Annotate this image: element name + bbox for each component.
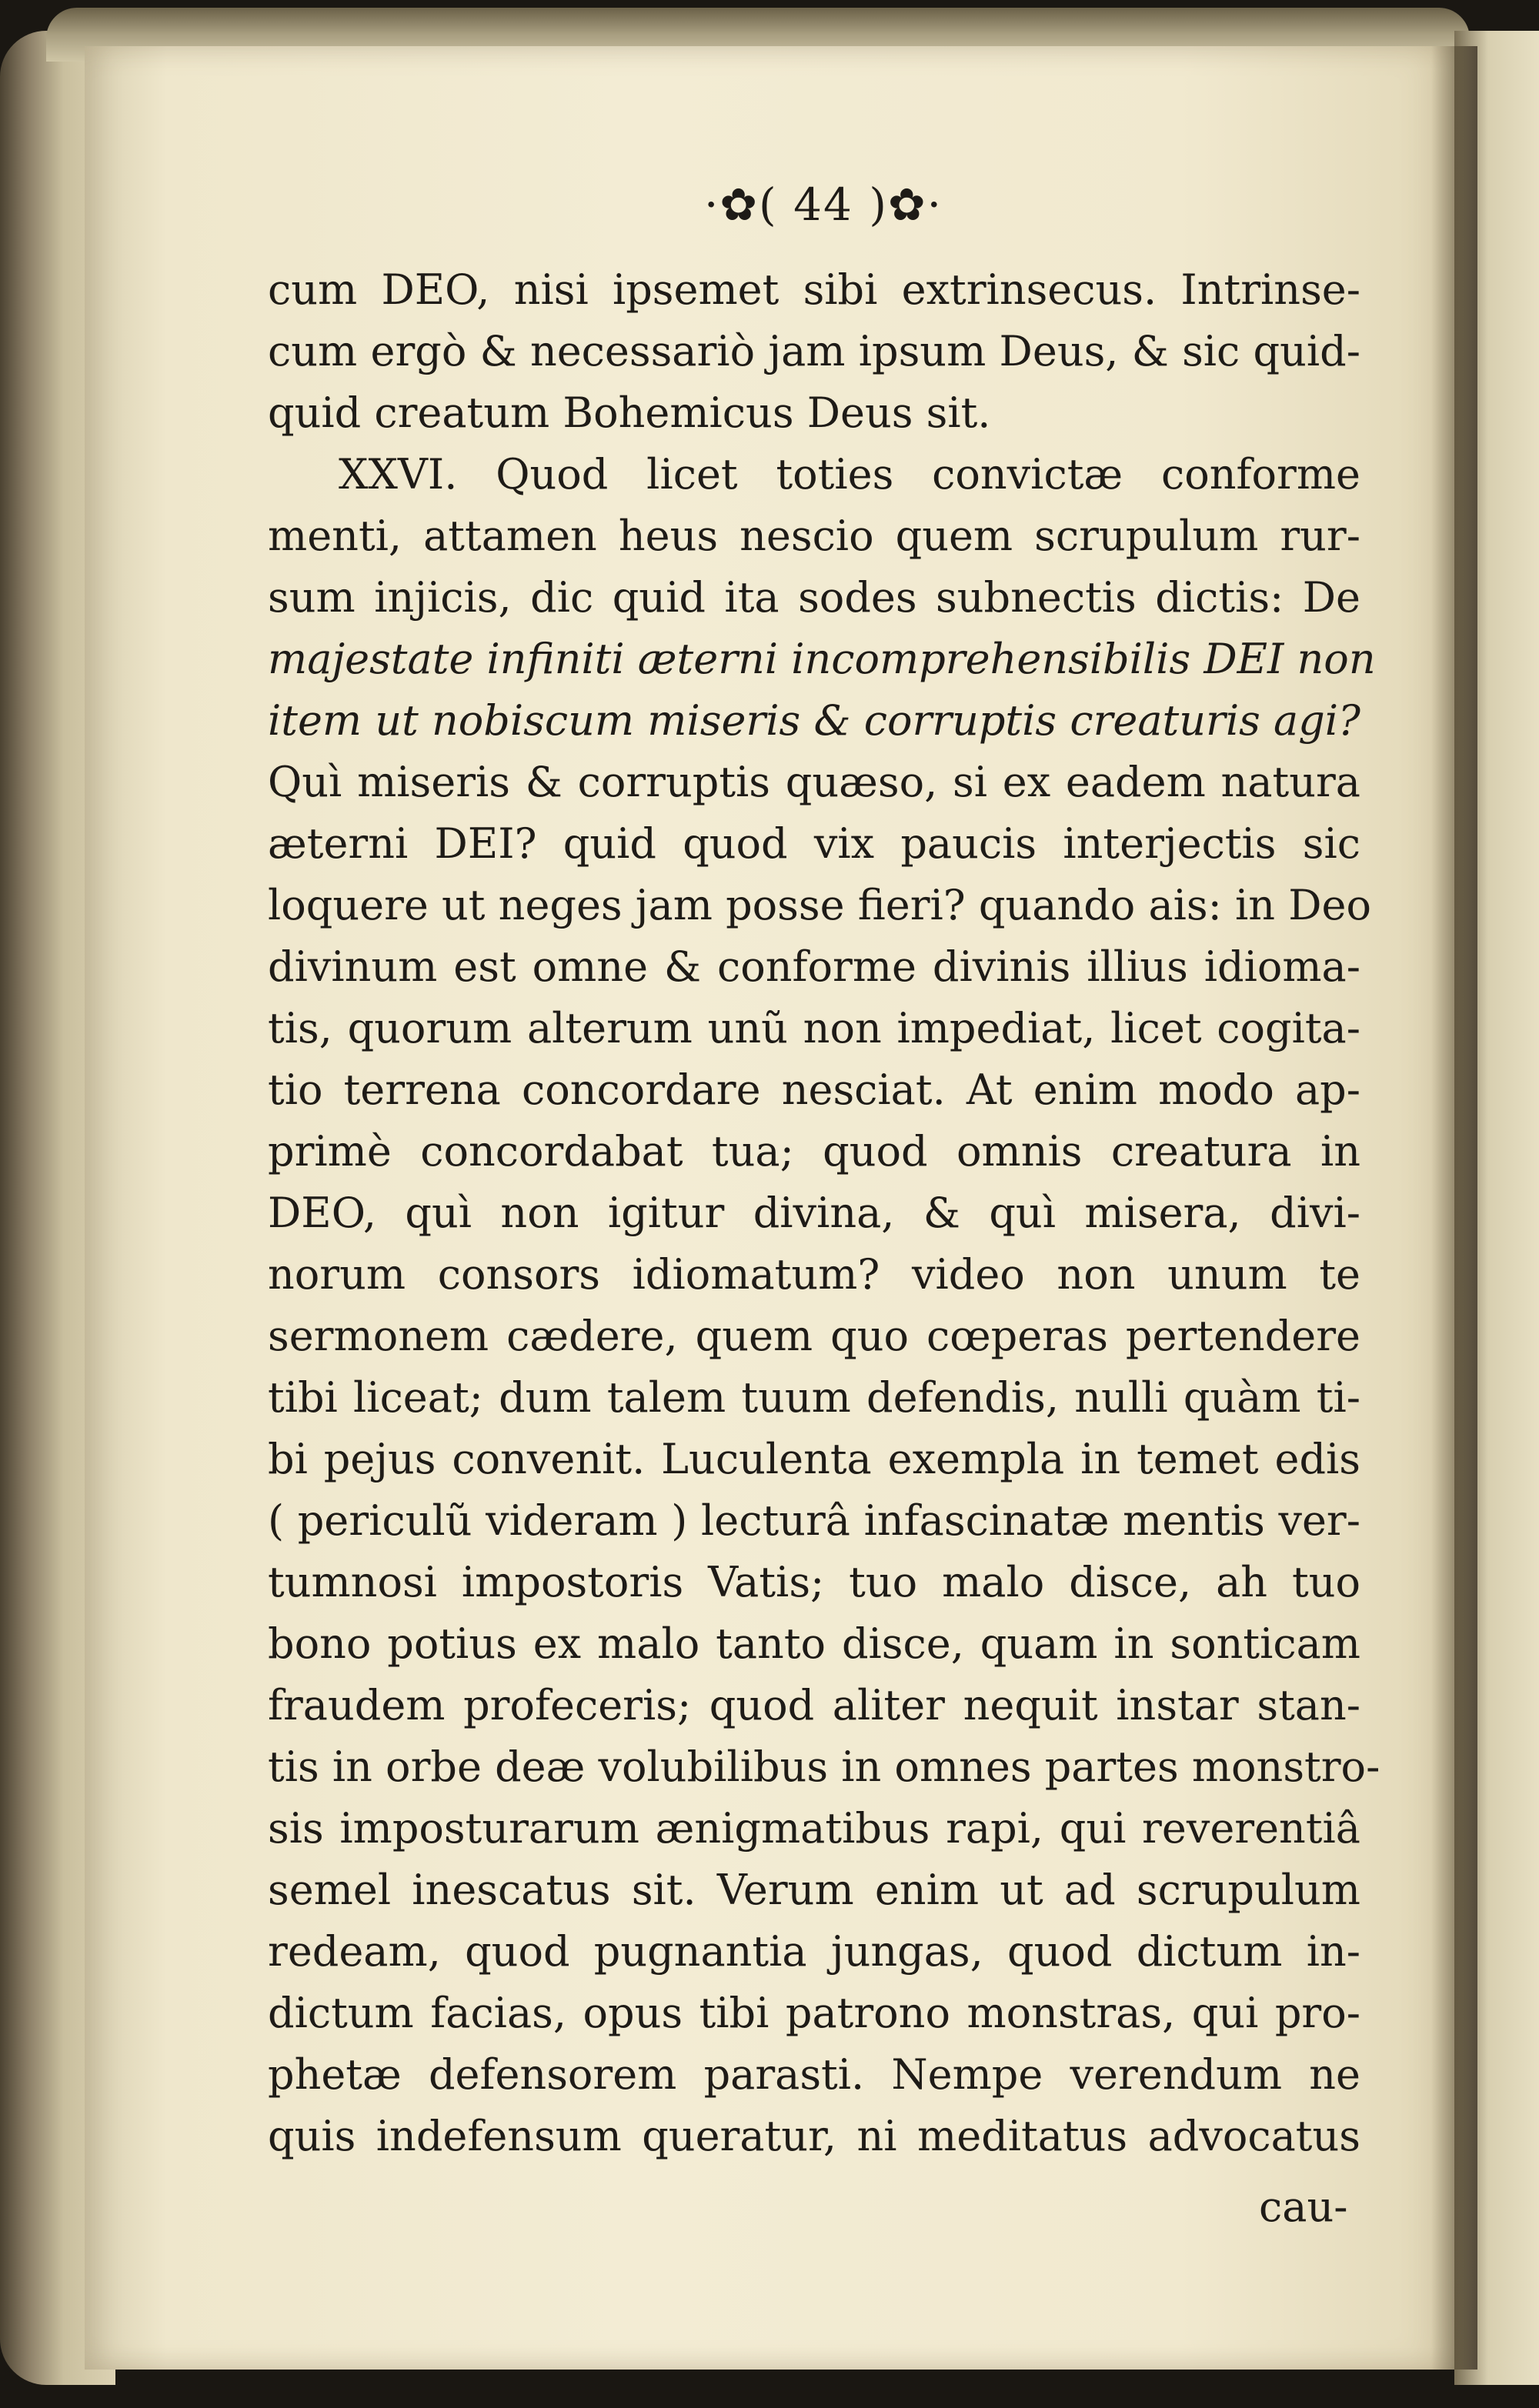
text-line: redeam, quod pugnantia jungas, quod dictum in- [268,1927,1360,1976]
text-line: bi pejus convenit. Luculenta exempla in temet edis [268,1435,1360,1483]
text-line: cum ergò & necessariò jam ipsum Deus, & sic quid- [268,327,1360,375]
text-line: item ut nobiscum miseris & corruptis creaturis agi? [268,696,1360,745]
text-line: sermonem cædere, quem quo cœperas pertendere [268,1312,1360,1360]
text-line: DEO, quì non igitur divina, & quì misera, divi- [268,1189,1360,1237]
text-line: majestate infiniti æterni incomprehensibilis DEI non [268,635,1376,683]
text-line: norum consors idiomatum? video non unum te [268,1250,1360,1299]
text-line: æterni DEI? quid quod vix paucis interjectis sic [268,819,1360,868]
text-line: ( periculũ videram ) lecturâ infascinatæ mentis ver- [268,1496,1360,1545]
catchword: cau- [1259,2183,1348,2231]
text-line: loquere ut neges jam posse fieri? quando ais: in Deo [268,881,1371,929]
text-line: bono potius ex malo tanto disce, quam in sonticam [268,1619,1360,1668]
text-line: dictum facias, opus tibi patrono monstras, qui pro- [268,1989,1360,2037]
text-line: primè concordabat tua; quod omnis creatura in [268,1127,1360,1176]
page-number-header: ·✿( 44 )✿· [704,178,943,231]
gutter-shadow [1431,46,1477,2370]
text-line: tumnosi impostoris Vatis; tuo malo disce, ah tuo [268,1558,1360,1606]
text-line: tis in orbe deæ volubilibus in omnes partes monstro- [268,1743,1380,1791]
text-line: quid creatum Bohemicus Deus sit. [268,389,991,437]
text-line: sum injicis, dic quid ita sodes subnectis dictis: De [268,573,1360,622]
text-line: tio terrena concordare nesciat. At enim modo ap- [268,1066,1360,1114]
text-line: Quì miseris & corruptis quæso, si ex eadem natura [268,758,1360,806]
text-line: fraudem profeceris; quod aliter nequit instar stan- [268,1681,1360,1729]
text-line: menti, attamen heus nescio quem scrupulum rur- [268,512,1360,560]
text-line: XXVI. Quod licet toties convictæ conforme [339,450,1360,499]
text-line: divinum est omne & conforme divinis illius idioma- [268,942,1360,991]
text-line: quis indefensum queratur, ni meditatus advocatus [268,2112,1360,2160]
text-line: tibi liceat; dum talem tuum defendis, nulli quàm ti- [268,1373,1360,1422]
text-line: phetæ defensorem parasti. Nempe verendum ne [268,2050,1360,2099]
text-line: cum DEO, nisi ipsemet sibi extrinsecus. Intrinse- [268,265,1360,314]
text-line: semel inescatus sit. Verum enim ut ad scrupulum [268,1866,1360,1914]
text-line: tis, quorum alterum unũ non impediat, licet cogita- [268,1004,1360,1052]
text-line: sis imposturarum ænigmatibus rapi, qui reverentiâ [268,1804,1360,1853]
